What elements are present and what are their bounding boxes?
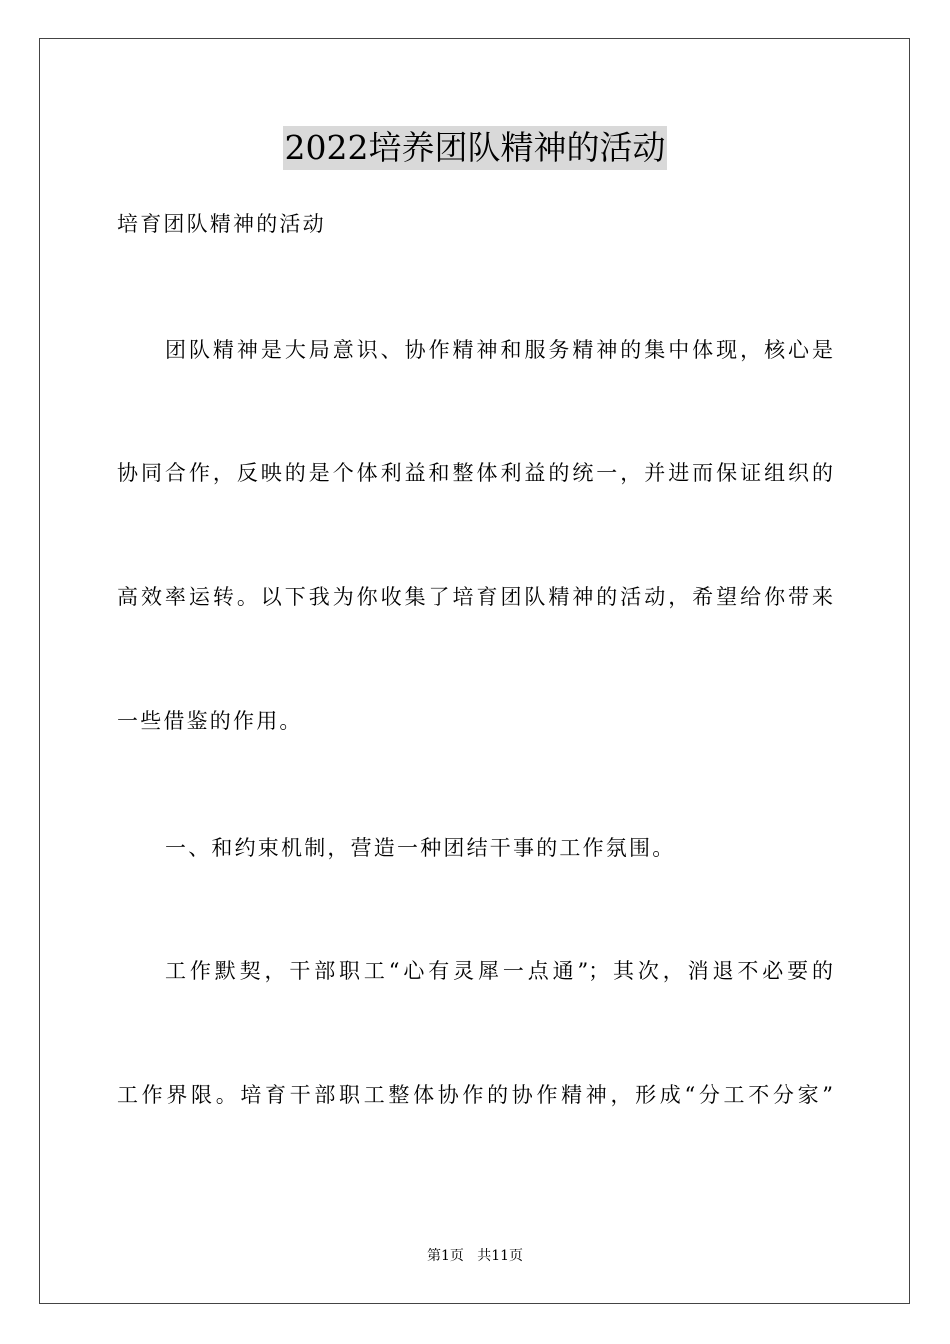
document-title: 2022培养团队精神的活动 bbox=[283, 126, 668, 170]
paragraph-line: 工作默契，干部职工“心有灵犀一点通”；其次，消退不必要的 bbox=[165, 959, 833, 983]
paragraph-line: 高效率运转。以下我为你收集了培育团队精神的活动，希望给你带来 bbox=[117, 585, 833, 609]
page-footer: 第1页 共11页 bbox=[426, 1248, 524, 1264]
title-container bbox=[0, 126, 950, 170]
paragraph-line: 工作界限。培育干部职工整体协作的协作精神，形成“分工不分家” bbox=[117, 1083, 833, 1107]
paragraph-line: 团队精神是大局意识、协作精神和服务精神的集中体现，核心是 bbox=[165, 338, 833, 362]
paragraph-line: 一些借鉴的作用。 bbox=[117, 709, 303, 733]
paragraph-line: 协同合作，反映的是个体利益和整体利益的统一，并进而保证组织的 bbox=[117, 461, 833, 485]
document-subtitle: 培育团队精神的活动 bbox=[117, 212, 326, 236]
section-heading: 一、和约束机制，营造一种团结干事的工作氛围。 bbox=[165, 836, 676, 860]
